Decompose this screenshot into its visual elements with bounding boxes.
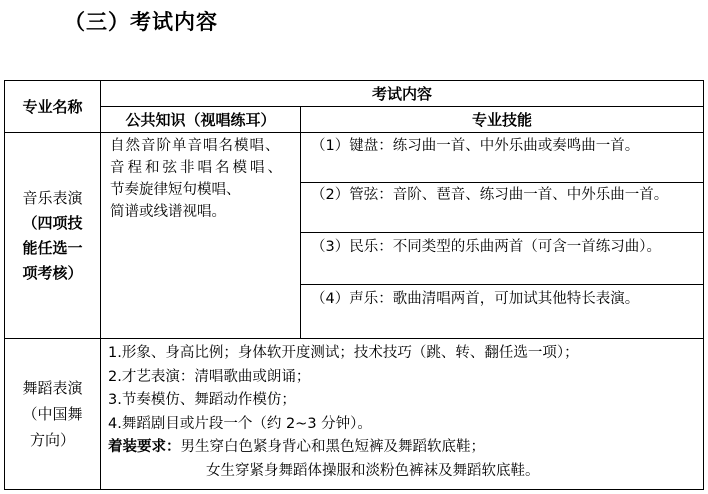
- table-border-right: [703, 80, 704, 490]
- dance-requirements: [108, 342, 702, 488]
- dance-item: 4.舞蹈剧目或片段一个（约 2~3 分钟）。: [108, 415, 372, 432]
- attire-female: 女生穿紧身舞蹈体操服和淡粉色裤袜及舞蹈软底鞋。: [206, 462, 540, 479]
- public-item: 音程和弦非唱名模唱、: [110, 160, 285, 176]
- major-dance: [5, 339, 100, 489]
- header-professional-skill: 专业技能: [471, 110, 532, 129]
- public-item: 自然音阶单音唱名模唱、: [110, 138, 281, 154]
- dance-item: 1.形象、身高比例；身体软开度测试；技术技巧（跳、转、翻任选一项）；: [108, 345, 579, 361]
- attire-male-line: [108, 436, 702, 460]
- dance-name-line2: （中国舞: [22, 405, 83, 423]
- section-heading: （三）考试内容: [64, 10, 218, 34]
- divider-skill-2: [300, 232, 704, 233]
- music-name-line2: （四项技: [22, 213, 83, 232]
- music-public-knowledge: [110, 135, 296, 335]
- divider-header-bottom: [4, 132, 704, 133]
- dance-name-line1: 舞蹈表演: [22, 379, 83, 397]
- table-border-bottom: [4, 489, 704, 490]
- skill-orchestral: （2）管弦：音阶、琶音、练习曲一首、中外乐曲一首。: [311, 187, 669, 203]
- music-name-line1: 音乐表演: [22, 188, 83, 207]
- exam-content-table: [4, 80, 704, 490]
- divider-skill-1: [300, 182, 704, 183]
- music-name-line4: 项考核）: [22, 263, 83, 282]
- skill-folk: （3）民乐：不同类型的乐曲两首（可含一首练习曲）。: [311, 239, 661, 255]
- major-music: [5, 133, 100, 338]
- divider-col-major: [100, 80, 101, 490]
- dance-item: 3.节奏模仿、舞蹈动作模仿；: [108, 392, 296, 408]
- public-item: 节奏旋律短句模唱、: [110, 182, 241, 198]
- dance-name-line3: 方向）: [29, 431, 75, 449]
- public-item: 简谱或线谱视唱。: [110, 204, 226, 220]
- header-exam-content: 考试内容: [371, 84, 432, 103]
- divider-skill-3: [300, 284, 704, 285]
- skill-vocal: （4）声乐：歌曲清唱两首，可加试其他特长表演。: [311, 291, 640, 307]
- divider-music-dance: [4, 338, 704, 339]
- dance-item: 2.才艺表演：清唱歌曲或朗诵；: [108, 368, 311, 385]
- header-public-knowledge: 公共知识（视唱练耳）: [125, 110, 276, 129]
- music-name-line3: 能任选一: [22, 238, 83, 257]
- skill-keyboard: （1）键盘：练习曲一首、中外乐曲或奏鸣曲一首。: [311, 138, 640, 154]
- header-major-name: 专业名称: [22, 97, 83, 116]
- attire-male: 男生穿白色紧身背心和黑色短裤及舞蹈软底鞋；: [180, 439, 485, 455]
- attire-label: 着装要求：: [108, 439, 181, 455]
